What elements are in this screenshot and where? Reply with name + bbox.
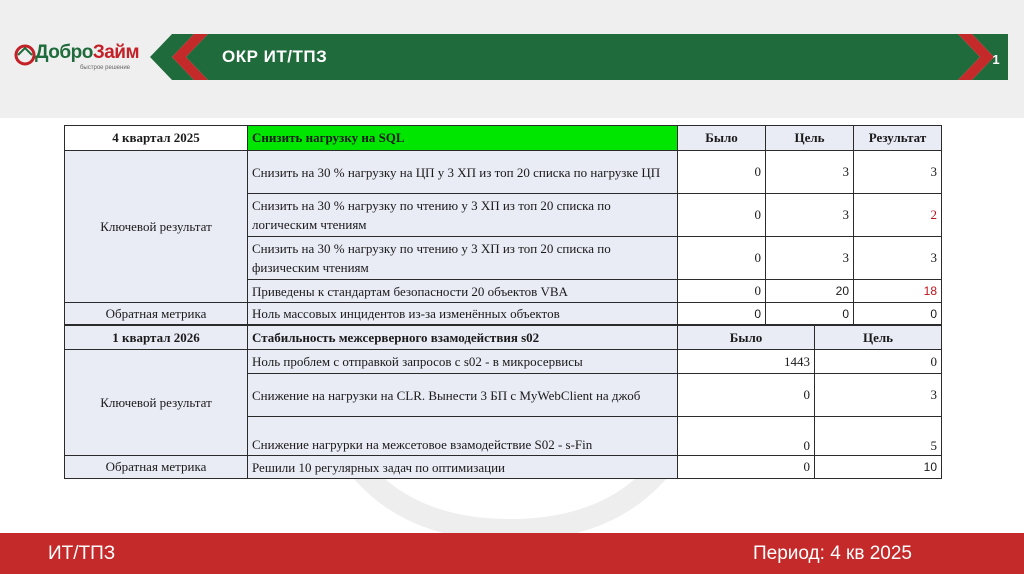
footer-department: ИТ/ТПЗ (48, 543, 116, 564)
key-result-label: Ключевой результат (65, 350, 248, 456)
reverse-metric-row (65, 456, 942, 479)
key-result-text: Снижение на нагрузки на CLR. Вынести 3 БП с MyWebClient на джоб (248, 374, 678, 417)
value-result: 2 (854, 194, 942, 237)
value-was: 0 (678, 280, 766, 303)
reverse-metric-text: Ноль массовых инцидентов из-за изменённых объектов (248, 303, 678, 325)
column-header-target: Цель (766, 126, 854, 151)
value-was: 0 (678, 417, 815, 456)
reverse-metric-label: Обратная метрика (65, 303, 248, 325)
quarter-label: 1 квартал 2026 (65, 326, 248, 350)
value-target: 3 (766, 151, 854, 194)
objective-title: Снизить нагрузку на SQL (248, 126, 678, 151)
value-target: 20 (766, 280, 854, 303)
value-result: 18 (854, 280, 942, 303)
table-row (65, 151, 942, 194)
table-header-row (65, 326, 942, 350)
company-logo (14, 38, 139, 78)
value-result: 0 (854, 303, 942, 325)
table-row (65, 350, 942, 374)
okr-table-q4-2025 (64, 125, 942, 325)
value-target: 3 (766, 194, 854, 237)
reverse-metric-label: Обратная метрика (65, 456, 248, 479)
reverse-metric-text: Решили 10 регулярных задач по оптимизации (248, 456, 678, 479)
value-was: 0 (678, 374, 815, 417)
value-result: 3 (854, 237, 942, 280)
column-header-was: Было (678, 326, 815, 350)
value-target: 5 (815, 417, 942, 456)
quarter-label: 4 квартал 2025 (65, 126, 248, 151)
logo-subtitle: быстрое решение (80, 65, 131, 71)
footer-period: Период: 4 кв 2025 (753, 543, 912, 564)
value-was: 0 (678, 151, 766, 194)
key-result-text: Снизить на 30 % нагрузку по чтению у 3 ХП из топ 20 списка по физическим чтениям (248, 237, 678, 280)
logo-wordmark: ДоброЗайм (35, 42, 140, 63)
page-number: 1 (992, 52, 1000, 67)
value-target: 0 (815, 350, 942, 374)
value-target: 3 (766, 237, 854, 280)
key-result-label: Ключевой результат (65, 151, 248, 303)
column-header-was: Было (678, 126, 766, 151)
logo-ring-icon (14, 44, 36, 66)
page-title: ОКР ИТ/ТПЗ (222, 47, 328, 66)
objective-title: Стабильность межсерверного взамодействия s02 (248, 326, 678, 350)
reverse-metric-row (65, 303, 942, 325)
value-was: 1443 (678, 350, 815, 374)
value-was: 0 (678, 237, 766, 280)
value-target: 0 (766, 303, 854, 325)
column-header-target: Цель (815, 326, 942, 350)
table-header-row (65, 126, 942, 151)
key-result-text: Снизить на 30 % нагрузку на ЦП у 3 ХП из топ 20 списка по нагрузке ЦП (248, 151, 678, 194)
value-target: 10 (815, 456, 942, 479)
value-was: 0 (678, 303, 766, 325)
key-result-text: Снизить на 30 % нагрузку по чтению у 3 ХП из топ 20 списка по логическим чтениям (248, 194, 678, 237)
okr-table-q1-2026 (64, 325, 942, 479)
key-result-text: Приведены к стандартам безопасности 20 объектов VBA (248, 280, 678, 303)
key-result-text: Снижение нагрурки на межсетовое взамодействие S02 - s-Fin (248, 417, 678, 456)
value-was: 0 (678, 194, 766, 237)
value-target: 3 (815, 374, 942, 417)
key-result-text: Ноль проблем с отправкой запросов с s02 - в микросервисы (248, 350, 678, 374)
value-was: 0 (678, 456, 815, 479)
column-header-result: Результат (854, 126, 942, 151)
value-result: 3 (854, 151, 942, 194)
